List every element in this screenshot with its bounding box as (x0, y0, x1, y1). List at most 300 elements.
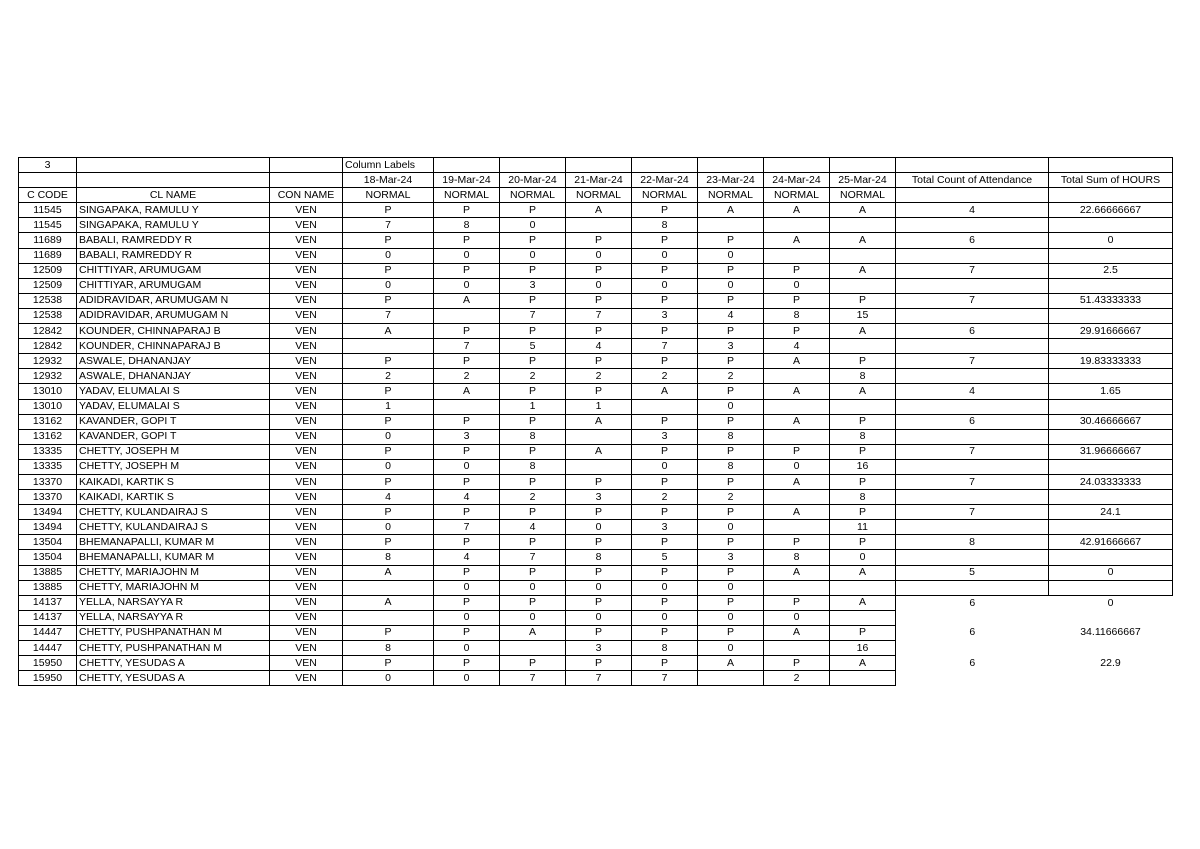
con-name-cell[interactable]: VEN (270, 671, 343, 686)
attendance-cell[interactable]: 7 (343, 218, 434, 233)
con-name-cell[interactable]: VEN (270, 293, 343, 308)
attendance-cell[interactable]: P (343, 656, 434, 671)
attendance-cell[interactable]: P (500, 656, 566, 671)
con-name-cell[interactable]: VEN (270, 656, 343, 671)
total-count-cell[interactable] (896, 459, 1049, 474)
attendance-cell[interactable]: P (500, 535, 566, 550)
con-name-cell[interactable]: VEN (270, 580, 343, 595)
attendance-cell[interactable]: 7 (434, 520, 500, 535)
attendance-cell[interactable]: P (343, 414, 434, 429)
attendance-cell[interactable]: 4 (698, 308, 764, 323)
attendance-cell[interactable]: 0 (434, 459, 500, 474)
attendance-cell[interactable]: P (566, 505, 632, 520)
attendance-cell[interactable]: 0 (343, 248, 434, 263)
attendance-cell[interactable]: P (698, 293, 764, 308)
attendance-cell[interactable]: P (500, 203, 566, 218)
attendance-cell[interactable]: P (566, 233, 632, 248)
attendance-cell[interactable]: 8 (632, 218, 698, 233)
attendance-cell[interactable] (764, 218, 830, 233)
attendance-cell[interactable]: P (830, 444, 896, 459)
attendance-cell[interactable] (764, 641, 830, 656)
attendance-cell[interactable]: P (566, 625, 632, 640)
cl-name-cell[interactable]: CHETTY, MARIAJOHN M (77, 580, 270, 595)
attendance-cell[interactable]: 7 (343, 308, 434, 323)
con-name-cell[interactable]: VEN (270, 490, 343, 505)
attendance-cell[interactable]: P (434, 565, 500, 580)
attendance-cell[interactable]: P (764, 656, 830, 671)
total-sum-cell[interactable] (1049, 278, 1173, 293)
attendance-cell[interactable]: P (764, 263, 830, 278)
attendance-cell[interactable]: P (632, 505, 698, 520)
attendance-cell[interactable]: 0 (566, 580, 632, 595)
attendance-cell[interactable]: 16 (830, 459, 896, 474)
attendance-cell[interactable]: P (434, 263, 500, 278)
attendance-cell[interactable]: P (830, 625, 896, 640)
cl-name-cell[interactable]: SINGAPAKA, RAMULU Y (77, 218, 270, 233)
cl-name-cell[interactable]: ADIDRAVIDAR, ARUMUGAM N (77, 308, 270, 323)
total-count-cell[interactable] (896, 550, 1049, 565)
attendance-cell[interactable]: P (698, 595, 764, 610)
cl-name-cell[interactable]: CHETTY, KULANDAIRAJ S (77, 520, 270, 535)
attendance-cell[interactable]: P (632, 324, 698, 339)
cl-name-cell[interactable]: KAIKADI, KARTIK S (77, 474, 270, 489)
attendance-cell[interactable]: P (830, 414, 896, 429)
attendance-cell[interactable]: 0 (434, 248, 500, 263)
attendance-cell[interactable]: A (830, 203, 896, 218)
total-count-cell[interactable]: 6 (896, 324, 1049, 339)
attendance-cell[interactable]: A (764, 474, 830, 489)
attendance-cell[interactable]: P (434, 595, 500, 610)
c-code-cell[interactable]: 15950 (19, 671, 77, 686)
attendance-cell[interactable] (566, 459, 632, 474)
attendance-cell[interactable]: A (830, 656, 896, 671)
attendance-cell[interactable]: 0 (830, 550, 896, 565)
filter-value-cell[interactable]: 3 (19, 158, 77, 173)
c-code-cell[interactable]: 12509 (19, 263, 77, 278)
attendance-cell[interactable]: P (434, 474, 500, 489)
cl-name-cell[interactable]: CHETTY, PUSHPANATHAN M (77, 641, 270, 656)
con-name-cell[interactable]: VEN (270, 308, 343, 323)
attendance-cell[interactable]: 3 (632, 308, 698, 323)
attendance-cell[interactable]: 0 (764, 459, 830, 474)
total-sum-cell[interactable] (1049, 490, 1173, 505)
attendance-cell[interactable]: A (434, 293, 500, 308)
attendance-cell[interactable]: A (698, 203, 764, 218)
attendance-cell[interactable]: 1 (500, 399, 566, 414)
attendance-cell[interactable]: 2 (434, 369, 500, 384)
attendance-cell[interactable]: 0 (632, 248, 698, 263)
attendance-cell[interactable]: 0 (343, 459, 434, 474)
attendance-cell[interactable]: 0 (698, 278, 764, 293)
cl-name-cell[interactable]: CHITTIYAR, ARUMUGAM (77, 263, 270, 278)
total-sum-cell[interactable] (1049, 248, 1173, 263)
attendance-cell[interactable]: 8 (500, 459, 566, 474)
c-code-cell[interactable]: 14137 (19, 595, 77, 610)
attendance-cell[interactable]: 8 (830, 490, 896, 505)
c-code-cell[interactable]: 11689 (19, 248, 77, 263)
cl-name-cell[interactable]: YELLA, NARSAYYA R (77, 595, 270, 610)
total-count-cell[interactable] (896, 339, 1049, 354)
attendance-cell[interactable]: P (632, 354, 698, 369)
attendance-cell[interactable]: A (764, 414, 830, 429)
total-sum-cell[interactable]: 0 (1049, 595, 1173, 610)
total-sum-cell[interactable]: 0 (1049, 233, 1173, 248)
cl-name-cell[interactable]: KAIKADI, KARTIK S (77, 490, 270, 505)
total-sum-cell[interactable] (1049, 610, 1173, 625)
total-count-cell[interactable]: 6 (896, 414, 1049, 429)
date-header[interactable]: 22-Mar-24 (632, 173, 698, 188)
con-name-cell[interactable]: VEN (270, 625, 343, 640)
con-name-cell[interactable]: VEN (270, 233, 343, 248)
attendance-cell[interactable]: P (343, 444, 434, 459)
cl-name-cell[interactable]: KOUNDER, CHINNAPARAJ B (77, 339, 270, 354)
date-header[interactable]: 20-Mar-24 (500, 173, 566, 188)
attendance-cell[interactable]: 0 (698, 641, 764, 656)
attendance-cell[interactable]: P (500, 233, 566, 248)
attendance-cell[interactable] (698, 218, 764, 233)
c-code-cell[interactable]: 13504 (19, 535, 77, 550)
attendance-cell[interactable]: P (764, 535, 830, 550)
total-count-cell[interactable]: 6 (896, 595, 1049, 610)
attendance-cell[interactable] (764, 580, 830, 595)
attendance-cell[interactable]: 0 (632, 610, 698, 625)
con-name-cell[interactable]: VEN (270, 263, 343, 278)
attendance-cell[interactable]: P (500, 565, 566, 580)
cl-name-cell[interactable]: CHETTY, KULANDAIRAJ S (77, 505, 270, 520)
attendance-cell[interactable]: 0 (698, 610, 764, 625)
c-code-cell[interactable]: 11545 (19, 218, 77, 233)
total-count-cell[interactable] (896, 641, 1049, 656)
attendance-cell[interactable]: P (566, 293, 632, 308)
attendance-cell[interactable]: P (830, 505, 896, 520)
attendance-cell[interactable]: P (698, 414, 764, 429)
attendance-cell[interactable]: 7 (566, 671, 632, 686)
attendance-cell[interactable]: P (566, 324, 632, 339)
cl-name-cell[interactable]: BABALI, RAMREDDY R (77, 233, 270, 248)
attendance-cell[interactable]: 0 (566, 278, 632, 293)
attendance-cell[interactable]: P (343, 354, 434, 369)
attendance-cell[interactable]: A (764, 625, 830, 640)
attendance-cell[interactable]: P (434, 444, 500, 459)
c-code-cell[interactable]: 12842 (19, 339, 77, 354)
attendance-cell[interactable]: 7 (566, 308, 632, 323)
attendance-cell[interactable]: A (830, 324, 896, 339)
attendance-cell[interactable]: 0 (343, 671, 434, 686)
date-header[interactable]: 24-Mar-24 (764, 173, 830, 188)
attendance-cell[interactable] (343, 610, 434, 625)
cl-name-cell[interactable]: YADAV, ELUMALAI S (77, 399, 270, 414)
attendance-cell[interactable]: 8 (343, 550, 434, 565)
attendance-cell[interactable] (566, 218, 632, 233)
c-code-cell[interactable]: 13885 (19, 565, 77, 580)
attendance-cell[interactable]: 0 (500, 580, 566, 595)
attendance-cell[interactable]: P (698, 535, 764, 550)
cl-name-cell[interactable]: CHETTY, JOSEPH M (77, 444, 270, 459)
attendance-cell[interactable]: P (698, 263, 764, 278)
attendance-cell[interactable]: 4 (764, 339, 830, 354)
attendance-cell[interactable]: A (764, 505, 830, 520)
attendance-cell[interactable]: P (500, 293, 566, 308)
cl-name-cell[interactable]: SINGAPAKA, RAMULU Y (77, 203, 270, 218)
total-count-cell[interactable] (896, 399, 1049, 414)
attendance-cell[interactable]: P (698, 324, 764, 339)
attendance-cell[interactable]: 2 (566, 369, 632, 384)
attendance-cell[interactable]: 0 (698, 399, 764, 414)
attendance-cell[interactable]: A (434, 384, 500, 399)
c-code-cell[interactable]: 13494 (19, 520, 77, 535)
con-name-cell[interactable]: VEN (270, 218, 343, 233)
total-count-cell[interactable] (896, 248, 1049, 263)
total-sum-cell[interactable] (1049, 429, 1173, 444)
attendance-cell[interactable]: 8 (500, 429, 566, 444)
attendance-cell[interactable]: P (830, 293, 896, 308)
attendance-cell[interactable]: P (434, 656, 500, 671)
total-count-cell[interactable]: 6 (896, 656, 1049, 671)
attendance-cell[interactable] (830, 580, 896, 595)
attendance-cell[interactable]: 8 (343, 641, 434, 656)
attendance-cell[interactable]: P (698, 565, 764, 580)
attendance-cell[interactable]: A (343, 324, 434, 339)
attendance-cell[interactable]: 8 (434, 218, 500, 233)
con-name-cell[interactable]: VEN (270, 610, 343, 625)
cl-name-cell[interactable]: CHETTY, PUSHPANATHAN M (77, 625, 270, 640)
attendance-cell[interactable]: P (343, 625, 434, 640)
con-name-header[interactable]: CON NAME (270, 188, 343, 203)
attendance-cell[interactable]: P (343, 263, 434, 278)
attendance-cell[interactable]: A (830, 384, 896, 399)
date-header[interactable]: 25-Mar-24 (830, 173, 896, 188)
con-name-cell[interactable]: VEN (270, 203, 343, 218)
attendance-cell[interactable]: 4 (434, 550, 500, 565)
total-sum-cell[interactable]: 31.96666667 (1049, 444, 1173, 459)
attendance-cell[interactable]: P (566, 565, 632, 580)
attendance-cell[interactable]: 0 (698, 580, 764, 595)
con-name-cell[interactable]: VEN (270, 550, 343, 565)
con-name-cell[interactable]: VEN (270, 505, 343, 520)
attendance-cell[interactable] (830, 218, 896, 233)
attendance-cell[interactable]: P (566, 535, 632, 550)
attendance-cell[interactable]: 4 (434, 490, 500, 505)
attendance-cell[interactable]: P (500, 505, 566, 520)
attendance-cell[interactable] (764, 520, 830, 535)
attendance-cell[interactable] (764, 429, 830, 444)
attendance-cell[interactable] (764, 248, 830, 263)
total-count-cell[interactable]: 4 (896, 384, 1049, 399)
attendance-cell[interactable]: 8 (698, 459, 764, 474)
cl-name-cell[interactable]: BHEMANAPALLI, KUMAR M (77, 550, 270, 565)
attendance-cell[interactable]: P (500, 354, 566, 369)
total-count-cell[interactable] (896, 610, 1049, 625)
attendance-cell[interactable]: P (566, 474, 632, 489)
attendance-cell[interactable]: A (566, 444, 632, 459)
c-code-cell[interactable]: 12538 (19, 308, 77, 323)
con-name-cell[interactable]: VEN (270, 429, 343, 444)
attendance-cell[interactable] (764, 399, 830, 414)
attendance-cell[interactable]: P (566, 354, 632, 369)
total-count-header[interactable]: Total Count of Attendance (896, 173, 1049, 188)
total-sum-cell[interactable] (1049, 339, 1173, 354)
attendance-cell[interactable]: P (764, 324, 830, 339)
attendance-cell[interactable]: 3 (698, 550, 764, 565)
c-code-cell[interactable]: 13885 (19, 580, 77, 595)
total-sum-cell[interactable]: 1.65 (1049, 384, 1173, 399)
attendance-cell[interactable]: A (830, 595, 896, 610)
date-header[interactable]: 23-Mar-24 (698, 173, 764, 188)
attendance-cell[interactable]: P (566, 263, 632, 278)
total-sum-cell[interactable]: 24.1 (1049, 505, 1173, 520)
attendance-cell[interactable]: 3 (632, 520, 698, 535)
attendance-cell[interactable]: 8 (764, 308, 830, 323)
cl-name-cell[interactable]: CHITTIYAR, ARUMUGAM (77, 278, 270, 293)
total-count-cell[interactable] (896, 520, 1049, 535)
attendance-cell[interactable]: 7 (434, 339, 500, 354)
attendance-cell[interactable]: P (434, 203, 500, 218)
total-count-cell[interactable]: 7 (896, 474, 1049, 489)
total-sum-cell[interactable]: 22.66666667 (1049, 203, 1173, 218)
total-sum-cell[interactable]: 0 (1049, 565, 1173, 580)
attendance-cell[interactable]: 3 (698, 339, 764, 354)
attendance-cell[interactable]: P (632, 656, 698, 671)
attendance-cell[interactable]: P (343, 293, 434, 308)
c-code-cell[interactable]: 13494 (19, 505, 77, 520)
date-header[interactable]: 21-Mar-24 (566, 173, 632, 188)
total-sum-cell[interactable]: 24.03333333 (1049, 474, 1173, 489)
attendance-cell[interactable]: 5 (500, 339, 566, 354)
attendance-cell[interactable]: P (434, 414, 500, 429)
cl-name-cell[interactable]: CHETTY, MARIAJOHN M (77, 565, 270, 580)
attendance-cell[interactable]: P (343, 203, 434, 218)
total-count-cell[interactable]: 5 (896, 565, 1049, 580)
con-name-cell[interactable]: VEN (270, 535, 343, 550)
cl-name-cell[interactable]: KOUNDER, CHINNAPARAJ B (77, 324, 270, 339)
c-code-cell[interactable]: 13370 (19, 474, 77, 489)
total-sum-cell[interactable] (1049, 550, 1173, 565)
attendance-cell[interactable]: P (632, 535, 698, 550)
attendance-cell[interactable]: 3 (632, 429, 698, 444)
attendance-cell[interactable]: P (566, 595, 632, 610)
attendance-cell[interactable]: 2 (500, 490, 566, 505)
cl-name-cell[interactable]: BABALI, RAMREDDY R (77, 248, 270, 263)
attendance-cell[interactable]: 2 (764, 671, 830, 686)
total-count-cell[interactable]: 6 (896, 233, 1049, 248)
attendance-cell[interactable]: 8 (764, 550, 830, 565)
attendance-cell[interactable]: P (698, 625, 764, 640)
c-code-cell[interactable]: 12842 (19, 324, 77, 339)
attendance-cell[interactable]: 0 (566, 610, 632, 625)
con-name-cell[interactable]: VEN (270, 565, 343, 580)
total-sum-cell[interactable]: 29.91666667 (1049, 324, 1173, 339)
attendance-cell[interactable]: 2 (632, 369, 698, 384)
total-sum-cell[interactable] (1049, 369, 1173, 384)
con-name-cell[interactable]: VEN (270, 444, 343, 459)
total-sum-cell[interactable]: 34.11666667 (1080, 626, 1141, 639)
attendance-cell[interactable]: A (343, 595, 434, 610)
attendance-cell[interactable]: A (830, 565, 896, 580)
attendance-cell[interactable]: P (632, 444, 698, 459)
con-name-cell[interactable]: VEN (270, 369, 343, 384)
attendance-cell[interactable]: 7 (500, 550, 566, 565)
attendance-cell[interactable]: P (632, 474, 698, 489)
attendance-cell[interactable]: P (632, 263, 698, 278)
cl-name-cell[interactable]: CHETTY, YESUDAS A (77, 671, 270, 686)
attendance-cell[interactable]: P (500, 595, 566, 610)
total-sum-cell[interactable] (1049, 520, 1173, 535)
total-sum-cell[interactable]: 51.43333333 (1049, 293, 1173, 308)
total-count-cell[interactable] (896, 580, 1049, 595)
c-code-cell[interactable]: 13335 (19, 444, 77, 459)
con-name-cell[interactable]: VEN (270, 339, 343, 354)
attendance-cell[interactable]: 2 (698, 369, 764, 384)
attendance-cell[interactable]: 11 (830, 520, 896, 535)
attendance-cell[interactable]: P (343, 535, 434, 550)
attendance-cell[interactable]: 0 (434, 610, 500, 625)
attendance-cell[interactable]: P (434, 535, 500, 550)
attendance-cell[interactable]: P (632, 414, 698, 429)
attendance-cell[interactable]: 2 (632, 490, 698, 505)
cl-name-cell[interactable]: KAVANDER, GOPI T (77, 414, 270, 429)
attendance-cell[interactable]: P (632, 565, 698, 580)
attendance-cell[interactable]: 0 (343, 429, 434, 444)
attendance-cell[interactable]: 7 (632, 339, 698, 354)
attendance-cell[interactable]: 8 (698, 429, 764, 444)
c-code-cell[interactable]: 15950 (19, 656, 77, 671)
attendance-cell[interactable]: 8 (830, 369, 896, 384)
attendance-cell[interactable]: A (343, 565, 434, 580)
attendance-cell[interactable]: P (632, 625, 698, 640)
cl-name-cell[interactable]: ADIDRAVIDAR, ARUMUGAM N (77, 293, 270, 308)
cl-name-cell[interactable]: ASWALE, DHANANJAY (77, 369, 270, 384)
total-count-cell[interactable] (896, 490, 1049, 505)
attendance-cell[interactable]: P (434, 625, 500, 640)
attendance-cell[interactable]: 0 (698, 248, 764, 263)
attendance-cell[interactable]: P (698, 474, 764, 489)
c-code-cell[interactable]: 12538 (19, 293, 77, 308)
c-code-cell[interactable]: 13010 (19, 384, 77, 399)
attendance-cell[interactable] (698, 671, 764, 686)
attendance-cell[interactable]: 7 (500, 308, 566, 323)
attendance-cell[interactable]: P (566, 656, 632, 671)
con-name-cell[interactable]: VEN (270, 324, 343, 339)
total-sum-cell[interactable] (1049, 218, 1173, 233)
attendance-cell[interactable]: 0 (632, 278, 698, 293)
total-sum-cell[interactable]: 19.83333333 (1049, 354, 1173, 369)
attendance-cell[interactable]: 4 (566, 339, 632, 354)
c-code-cell[interactable]: 13335 (19, 459, 77, 474)
total-sum-cell[interactable] (1049, 399, 1173, 414)
attendance-cell[interactable]: A (764, 565, 830, 580)
con-name-cell[interactable]: VEN (270, 520, 343, 535)
attendance-cell[interactable]: P (343, 505, 434, 520)
total-sum-cell[interactable] (1049, 308, 1173, 323)
total-count-cell[interactable]: 4 (896, 203, 1049, 218)
attendance-cell[interactable]: P (500, 444, 566, 459)
total-count-cell[interactable]: 7 (896, 354, 1049, 369)
attendance-cell[interactable] (500, 641, 566, 656)
cl-name-cell[interactable]: KAVANDER, GOPI T (77, 429, 270, 444)
attendance-cell[interactable]: 0 (566, 248, 632, 263)
attendance-cell[interactable]: P (566, 384, 632, 399)
total-count-cell[interactable]: 7 (896, 293, 1049, 308)
attendance-cell[interactable]: 2 (698, 490, 764, 505)
attendance-cell[interactable]: P (830, 354, 896, 369)
attendance-cell[interactable]: P (434, 233, 500, 248)
total-sum-header[interactable]: Total Sum of HOURS (1049, 173, 1173, 188)
total-count-cell[interactable]: 8 (896, 535, 1049, 550)
c-code-cell[interactable]: 12509 (19, 278, 77, 293)
attendance-cell[interactable]: P (500, 414, 566, 429)
attendance-cell[interactable]: 1 (343, 399, 434, 414)
attendance-cell[interactable]: P (434, 354, 500, 369)
